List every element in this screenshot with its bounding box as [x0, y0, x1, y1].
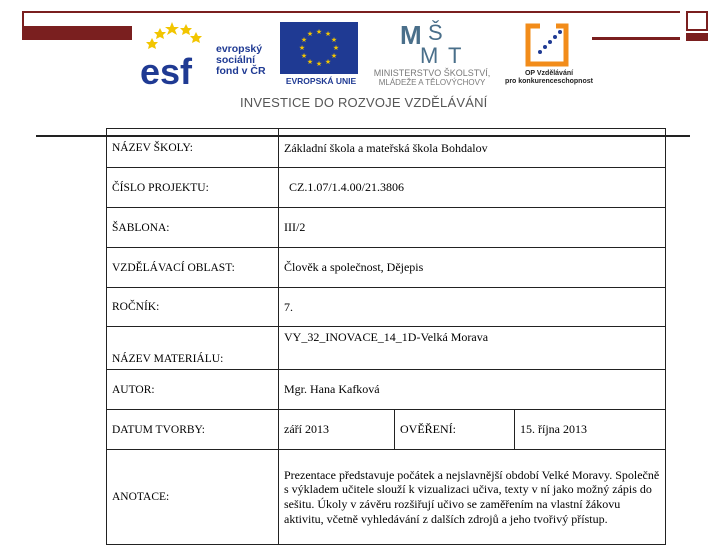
op-label-line-2: pro konkurenceschopnost [505, 78, 593, 85]
msmt-label-line-2: MLÁDEŽE A TĚLOVÝCHOVY [378, 78, 486, 87]
template-frame-corner [686, 11, 708, 31]
esf-logo-text [216, 44, 276, 77]
date-value: září 2013 [279, 410, 395, 450]
area-label: VZDĚLÁVACÍ OBLAST: [107, 248, 279, 288]
eu-label: EVROPSKÁ UNIE [285, 76, 357, 86]
table-row [107, 450, 666, 545]
investice-banner: INVESTICE DO ROZVOJE VZDĚLÁVÁNÍ [240, 95, 488, 110]
table-row [107, 208, 666, 248]
material-value [279, 327, 666, 370]
template-frame-corner-bar [686, 33, 708, 41]
template-frame-accent [22, 26, 140, 40]
eu-flag-icon [280, 22, 358, 74]
svg-text:Š: Š [428, 20, 443, 45]
author-value: Mgr. Hana Kafková [279, 370, 666, 410]
svg-text:★: ★ [306, 30, 314, 38]
op-label-line-1: OP Vzdělávání [524, 70, 574, 77]
svg-text:★: ★ [300, 36, 308, 44]
material-label [107, 327, 279, 370]
msmt-label-line-1: MINISTERSTVO ŠKOLSTVÍ, [373, 68, 491, 78]
project-value-text: CZ.1.07/1.4.00/21.3806 [289, 180, 405, 194]
table-row [107, 168, 666, 208]
esf-logo-icon [138, 20, 210, 90]
material-value-text: VY_32_INOVACE_14_1D-Velká Morava [284, 330, 489, 344]
table-row [107, 129, 666, 168]
svg-text:M: M [400, 20, 422, 50]
school-value: Základní škola a mateřská škola Bohdalov [279, 129, 666, 168]
verified-label-text: OVĚŘENÍ: [400, 422, 456, 436]
svg-text:★: ★ [298, 44, 306, 52]
annotation-label: ANOTACE: [107, 450, 279, 545]
svg-text:★: ★ [330, 36, 338, 44]
svg-text:esf: esf [140, 51, 193, 90]
op-vzdelavani-label [502, 70, 596, 86]
verified-label [395, 410, 515, 450]
date-label: DATUM TVORBY: [107, 410, 279, 450]
annotation-value: Prezentace představuje počátek a nejslavnější období Velké Moravy. Společně s výkladem učitele slouží k vizualizaci učiva, texty v ní jako možný zápis do sešitu. Úkoly v závěru rozšiřují učivo se zaměřením na vlastní žákovu aktivitu, včetně vyhledávání z dalších zdrojů a jeho tvořivý přístup. [279, 450, 666, 545]
grade-value: 7. [279, 288, 666, 327]
svg-text:★: ★ [330, 52, 338, 60]
table-row [107, 248, 666, 288]
template-value: III/2 [279, 208, 666, 248]
svg-text:T: T [448, 43, 462, 64]
svg-text:★: ★ [315, 60, 323, 68]
table-row [107, 370, 666, 410]
table-row [107, 288, 666, 327]
svg-text:M: M [420, 43, 439, 64]
project-label: ČÍSLO PROJEKTU: [107, 168, 279, 208]
grade-label: ROČNÍK: [107, 288, 279, 327]
esf-text-line-2: sociální [216, 54, 256, 66]
author-label: AUTOR: [107, 370, 279, 410]
document-info-table [106, 128, 666, 545]
svg-text:★: ★ [332, 44, 340, 52]
msmt-label [362, 68, 502, 88]
table-row [107, 327, 666, 370]
area-value: Člověk a společnost, Dějepis [279, 248, 666, 288]
project-value [279, 168, 666, 208]
table-row [107, 410, 666, 450]
material-label-text: NÁZEV MATERIÁLU: [112, 353, 224, 365]
esf-text-line-3: fond v ČR [216, 65, 266, 77]
svg-text:★: ★ [324, 30, 332, 38]
svg-text:★: ★ [306, 58, 314, 66]
svg-text:★: ★ [300, 52, 308, 60]
svg-text:★: ★ [324, 58, 332, 66]
template-label: ŠABLONA: [107, 208, 279, 248]
school-label: NÁZEV ŠKOLY: [107, 129, 279, 168]
verified-value: 15. října 2013 [515, 410, 666, 450]
op-vzdelavani-logo-icon [520, 22, 578, 68]
esf-text-line-1: evropský [216, 43, 263, 55]
msmt-logo-icon [398, 20, 472, 64]
svg-text:★: ★ [315, 28, 323, 36]
